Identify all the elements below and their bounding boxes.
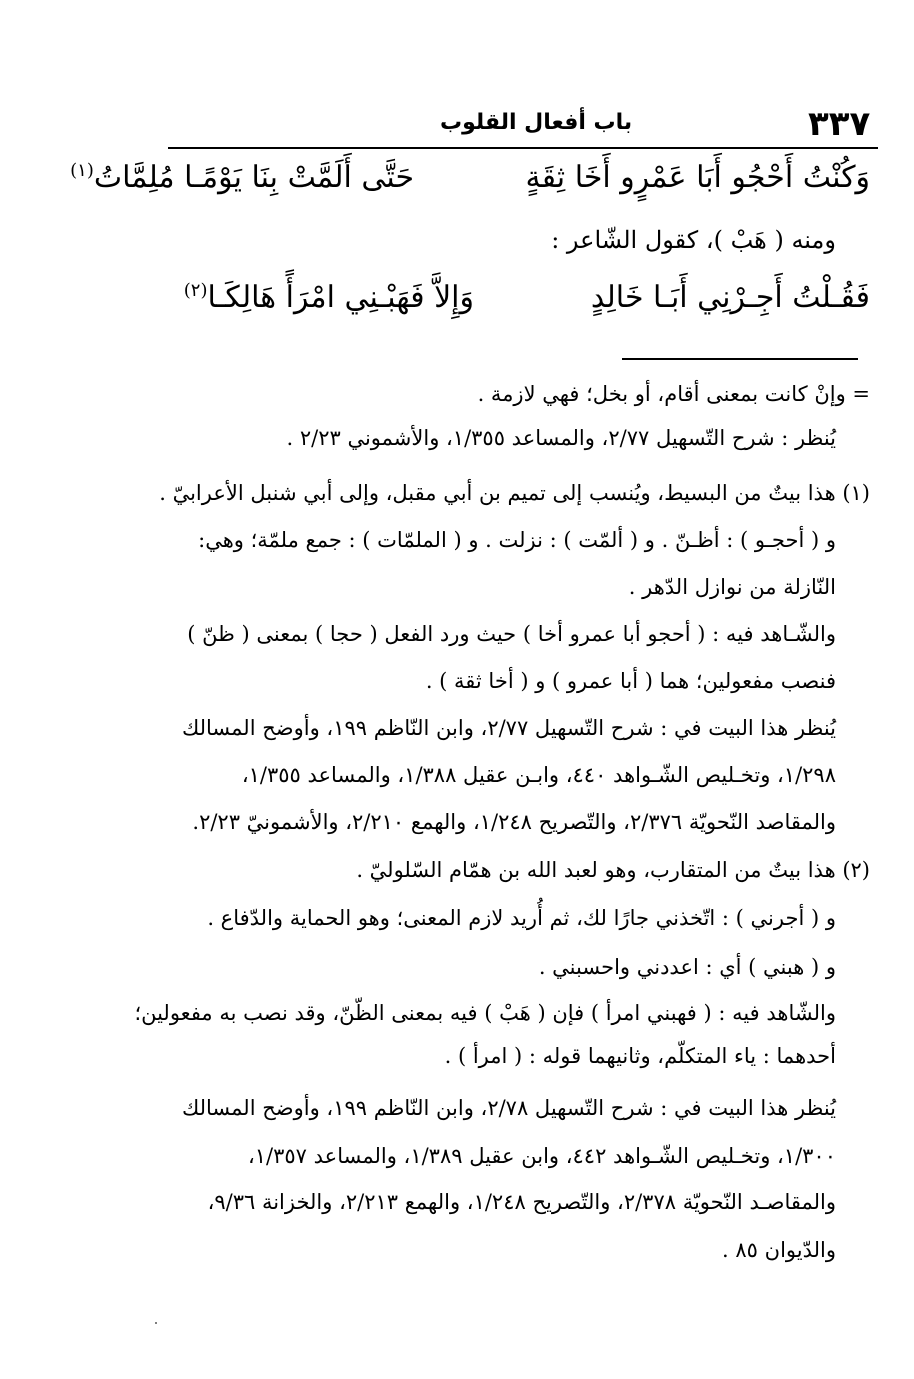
footnote-2-line: والمقاصـد النّحويّة ٢/٣٧٨، والتّصريح ١/٢٤٨، والهمع ٢/٢١٣، والخزانة ٩/٣٦، bbox=[207, 1190, 836, 1214]
footnote-continuation-line: يُنظر : شرح التّسهيل ٢/٧٧، والمساعد ١/٣٥٥، والأشموني ٢/٢٣ . bbox=[286, 426, 836, 450]
footnote-marker-2: (٢) bbox=[183, 280, 208, 301]
footnote-separator bbox=[622, 358, 858, 360]
header-rule bbox=[168, 147, 878, 149]
footnote-1-line: والمقاصد النّحويّة ٢/٣٧٦، والتّصريح ١/٢٤٨، والهمع ٢/٢١٠، والأشمونيّ ٢/٢٣. bbox=[192, 810, 836, 834]
footnote-continuation-line: = وإنْ كانت بمعنى أقام، أو بخل؛ فهي لازمة . bbox=[477, 382, 870, 406]
footnote-2-line: ١/٣٠٠، وتخـليص الشّـواهد ٤٤٢، وابن عقيل ١/٣٨٩، والمساعد ١/٣٥٧، bbox=[247, 1144, 836, 1168]
footnote-1-line: النّازلة من نوازل الدّهر . bbox=[628, 575, 836, 599]
scan-speck bbox=[155, 1322, 157, 1324]
footnote-2-line: يُنظر هذا البيت في : شرح التّسهيل ٢/٧٨، وابن النّاظم ١٩٩، وأوضح المسالك bbox=[181, 1096, 836, 1120]
verse1-first-hemistich: وَكُنْتُ أَحْجُو أَبَا عَمْرٍو أَخَا ثِقَةٍ bbox=[525, 160, 870, 195]
footnote-2-line: والشّاهد فيه : ( فهبني امرأ ) فإن ( هَبْ ) فيه بمعنى الظّنّ، وقد نصب به مفعولين؛ bbox=[134, 1001, 836, 1025]
footnote-1-line: و ( أحجـو ) : أظـنّ . و ( ألمّت ) : نزلت . و ( الملمّات ) : جمع ملمّة؛ وهي: bbox=[198, 528, 836, 552]
verse2-second-hemistich: وَإِلاَّ فَهَبْـنِي امْرَأً هَالِكَـا$^{(٢)}$ bbox=[183, 280, 474, 315]
footnote-2-line: أحدهما : ياء المتكلّم، وثانيهما قوله : ( امرأ ) . bbox=[444, 1044, 836, 1068]
page-number: ٣٣٧ bbox=[808, 104, 871, 144]
chapter-title: باب أفعال القلوب bbox=[440, 110, 633, 135]
footnote-marker-1: (١) bbox=[70, 160, 94, 181]
intro-line: ومنه ( هَبْ )، كقول الشّاعر : bbox=[551, 226, 836, 254]
footnote-1-line: والشّـاهد فيه : ( أحجو أبا عمرو أخا ) حيث ورد الفعل ( حجا ) بمعنى ( ظنّ ) bbox=[187, 622, 836, 646]
footnote-1-line: يُنظر هذا البيت في : شرح التّسهيل ٢/٧٧، وابن النّاظم ١٩٩، وأوضح المسالك bbox=[181, 716, 836, 740]
verse2-first-hemistich: فَقُـلْتُ أَجِـرْنِي أَبَـا خَالِدٍ bbox=[590, 280, 870, 315]
footnote-1-line: ١/٢٩٨، وتخـليص الشّـواهد ٤٤٠، وابـن عقيل ١/٣٨٨، والمساعد ١/٣٥٥، bbox=[241, 763, 836, 787]
footnote-2-line: و ( هبني ) أي : اعددني واحسبني . bbox=[538, 955, 836, 979]
footnote-2-line: و ( أجرني ) : اتّخذني جارًا لك، ثم أُريد لازم المعنى؛ وهو الحماية والدّفاع . bbox=[207, 906, 836, 930]
footnote-2-line: والدّيوان ٨٥ . bbox=[722, 1238, 836, 1262]
verse1-second-hemistich: حَتَّى أَلَمَّتْ بِنَا يَوْمًـا مُلِمَّاتُ$^{(١)}$ bbox=[70, 160, 414, 195]
footnote-1-line: (١) هذا بيتٌ من البسيط، ويُنسب إلى تميم بن أبي مقبل، وإلى أبي شنبل الأعرابيّ . bbox=[159, 481, 870, 505]
footnote-1-line: فنصب مفعولين؛ هما ( أبا عمرو ) و ( أخا ثقة ) . bbox=[425, 669, 836, 693]
footnote-2-line: (٢) هذا بيتٌ من المتقارب، وهو لعبد الله بن همّام السّلوليّ . bbox=[356, 858, 870, 882]
